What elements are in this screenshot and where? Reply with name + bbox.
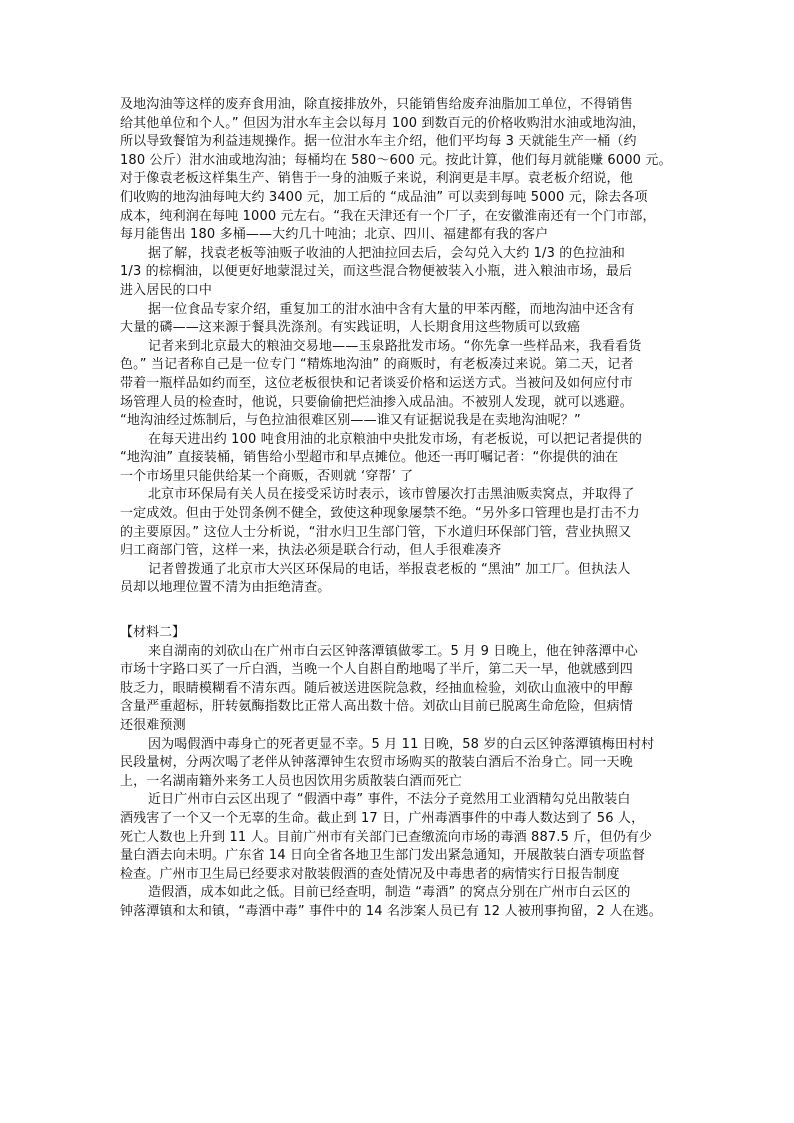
paragraph-line: 因为喝假酒中毒身亡的死者更显不幸。5 月 11 日晚，58 岁的白云区钟落潭镇梅田村村 [148,736,655,752]
paragraph-line: 1/3 的棕榈油，以便更好地蒙混过关，而这些混合物便被装入小瓶，进入粮油市场，最后 [120,264,633,280]
paragraph-line: 含量严重超标，肝转氨酶指数比正常人高出数十倍。刘砍山目前已脱离生命危险，但病情 [120,699,633,715]
paragraph-line: 记者曾拨通了北京市大兴区环保局的电话，举报袁老板的 “黑油” 加工厂。但执法人 [148,561,631,577]
paragraph-line: 进入居民的口中 [120,282,213,298]
paragraph-line: 记者来到北京最大的粮油交易地——玉泉路批发市场。“你先拿一些样品来，我看看货 [148,338,642,354]
paragraph-line: “地沟油” 直接装桶，销售给小型超市和早点摊位。他还一再叮嘱记者：“你提供的油在 [120,450,619,466]
paragraph-line: 肢乏力，眼睛模糊看不清东西。随后被送进医院急救，经抽血检验，刘砍山血液中的甲醇 [120,680,633,696]
paragraph-line: 酒残害了一个又一个无辜的生命。截止到 17 日，广州毒酒事件的中毒人数达到了 56 人， [120,810,645,826]
paragraph-line: 市场十字路口买了一斤白酒，当晚一个人自斟自酌地喝了半斤，第二天一早，他就感到四 [120,662,633,678]
paragraph-line: 成本，纯利润在每吨 1000 元左右。“我在天津还有一个厂子，在安徽淮南还有一个门市部， [120,208,656,224]
paragraph-line: 据了解，找袁老板等油贩子收油的人把油拉回去后，会勾兑入大约 1/3 的色拉油和 [148,245,626,261]
paragraph-line: 所以导致餐馆为利益违规操作。据一位泔水车主介绍，他们平均每 3 天就能生产一桶（约 [120,134,637,150]
document-page [120,96,680,922]
paragraph-line: 的主要原因。” 这位人士分析说，“泔水归卫生部门管，下水道归环保部门管，营业执照又 [120,524,632,540]
paragraph-line: 员却以地理位置不清为由拒绝清查。 [120,580,331,596]
paragraph-line: 归工商部门管，这样一来，执法必须是联合行动，但人手很难凑齐 [120,543,502,559]
paragraph-line: 一定成效。但由于处罚条例不健全，致使这种现象屡禁不绝。“另外多口管理也是打击不力 [120,506,640,522]
paragraph-line: 民段量树，分两次喝了老伴从钟落潭钟生农贸市场购买的散装白酒后不治身亡。同一天晚 [120,755,633,771]
paragraph-line: 来自湖南的刘砍山在广州市白云区钟落潭镇做零工。5 月 9 日晚上，他在钟落潭中心 [148,643,638,659]
paragraph-line: 们收购的地沟油每吨大约 3400 元，加工后的 “成品油” 可以卖到每吨 5000 元，除去各项 [120,189,648,205]
section-heading: 【材料二】 [120,625,186,641]
paragraph-line: 死亡人数也上升到 11 人。目前广州市有关部门已查缴流向市场的毒酒 887.5 斤，但仍有少 [120,829,653,845]
paragraph-line: “地沟油经过炼制后，与色拉油很难区别——谁又有证据说我是在卖地沟油呢？” [120,413,581,429]
paragraph-line: 检查。广州市卫生局已经要求对散装假酒的查处情况及中毒患者的病情实行日报告制度 [120,866,620,882]
paragraph-line: 180 公斤）泔水油或地沟油；每桶均在 580～600 元。按此计算，他们每月就能赚 6000 元。 [120,152,672,168]
paragraph-line: 还很难预测 [120,718,186,733]
paragraph-line: 在每天进出约 100 吨食用油的北京粮油中央批发市场，有老板说，可以把记者提供的 [148,431,643,447]
paragraph-line: 近日广州市白云区出现了 “假酒中毒” 事件，不法分子竟然用工业酒精勾兑出散装白 [148,792,631,808]
paragraph-line: 每月能售出 180 多桶——大约几十吨油；北京、四川、福建都有我的客户 [120,227,549,243]
paragraph-line: 场管理人员的检查时，他说，只要偷偷把烂油掺入成品油。不被别人发现，就可以逃避。 [120,394,633,410]
paragraph-line: 据一位食品专家介绍，重复加工的泔水油中含有大量的甲苯丙醛，而地沟油中还含有 [148,301,635,317]
paragraph-line: 对于像袁老板这样集生产、销售于一身的油贩子来说，利润更是丰厚。袁老板介绍说，他 [120,171,633,187]
paragraph-line: 带着一瓶样品如约而至，这位老板很快和记者谈妥价格和运送方式。当被问及如何应付市 [120,375,633,391]
paragraph-line: 量白酒去向未明。广东省 14 日向全省各地卫生部门发出紧急通知，开展散装白酒专项监督 [120,848,646,864]
section-gap [120,598,680,624]
paragraph-line: 大量的磷——这来源于餐具洗涤剂。有实践证明，人长期食用这些物质可以致癌 [120,320,581,336]
paragraph-line: 色。” 当记者称自己是一位专门 “精炼地沟油” 的商贩时，有老板凑过来说。第二天，记者 [120,357,634,373]
paragraph-line: 北京市环保局有关人员在接受采访时表示，该市曾屡次打击黑油贩卖窝点，并取得了 [148,487,635,503]
paragraph-line: 造假酒，成本如此之低。目前已经查明，制造 “毒酒” 的窝点分别在广州市白云区的 [148,885,631,901]
paragraph-line: 给其他单位和个人。” 但因为泔水车主会以每月 100 到数百元的价格收购泔水油或地沟油， [120,115,646,131]
paragraph-line: 及地沟油等这样的废弃食用油，除直接排放外，只能销售给废弃油脂加工单位，不得销售 [120,97,633,112]
paragraph-line: 一个市场里只能供给某一个商贩，否则就 ‘穿帮’ 了 [120,468,414,484]
paragraph-line: 钟落潭镇和太和镇，“毒酒中毒” 事件中的 14 名涉案人员已有 12 人被刑事拘留，2 人在逃。 [120,903,662,919]
paragraph-line: 上，一名湖南籍外来务工人员也因饮用劣质散装白酒而死亡 [120,773,462,789]
